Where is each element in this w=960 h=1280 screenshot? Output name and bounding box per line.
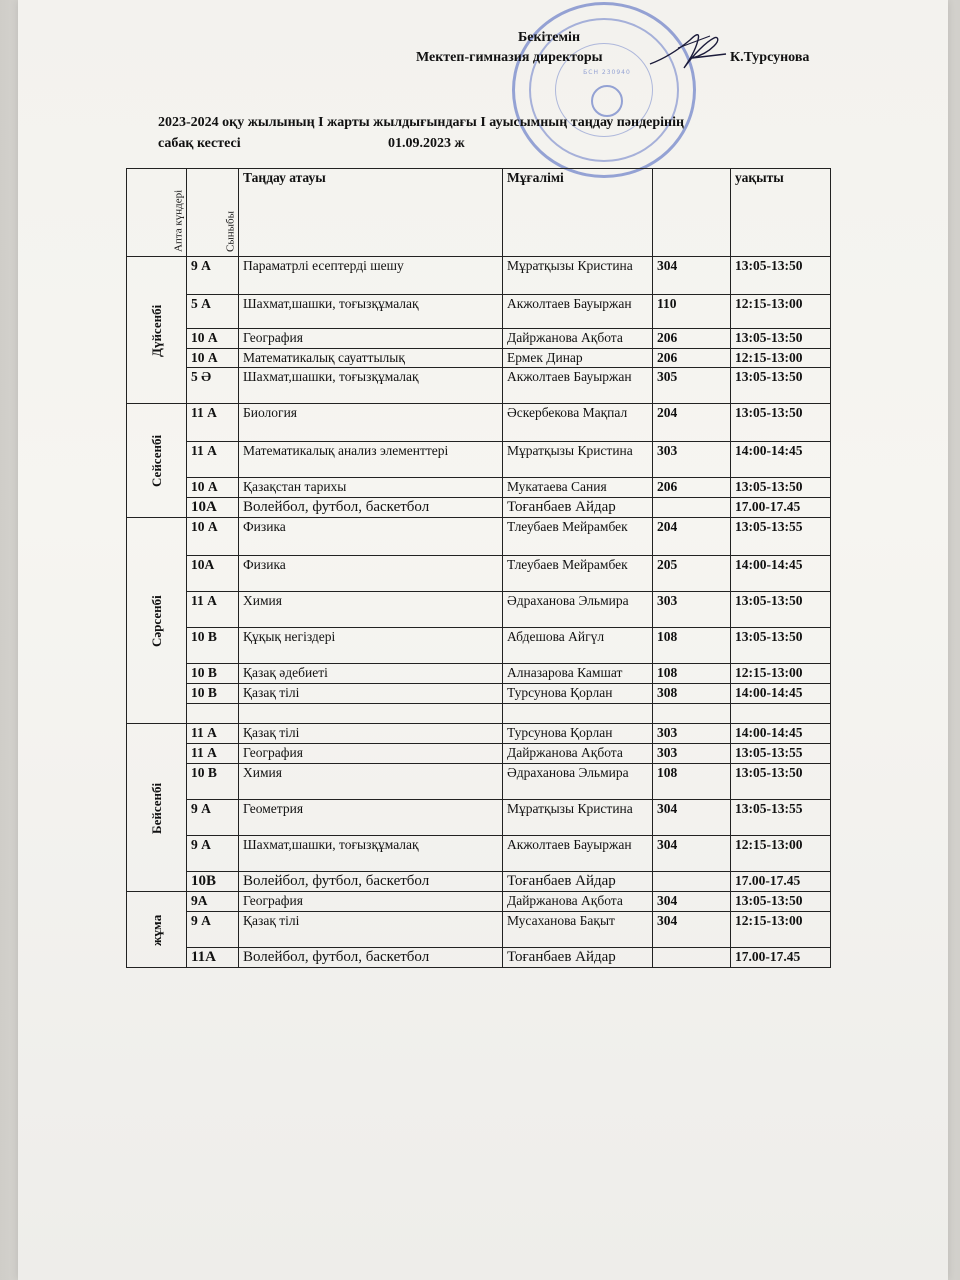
teacher-cell: Дайржанова Ақбота xyxy=(503,892,653,912)
room-cell: 305 xyxy=(653,368,731,404)
day-cell-fri: жұма xyxy=(127,892,187,968)
table-row xyxy=(127,295,831,329)
subject-cell: Қазақ тілі xyxy=(239,724,503,744)
room-cell: 205 xyxy=(653,556,731,592)
subject-cell: Биология xyxy=(239,404,503,442)
subject-cell: Қазақ тілі xyxy=(239,684,503,704)
subject-cell: Қазақ тілі xyxy=(239,912,503,948)
teacher-cell: Мукатаева Сания xyxy=(503,478,653,498)
teacher-cell: Абдешова Айгүл xyxy=(503,628,653,664)
subject-cell: География xyxy=(239,744,503,764)
room-cell: 206 xyxy=(653,478,731,498)
table-row xyxy=(127,442,831,478)
document-subtitle: сабақ кестесі xyxy=(158,136,241,151)
table-row xyxy=(127,368,831,404)
table-row xyxy=(127,664,831,684)
day-cell-thu: Бейсенбі xyxy=(127,724,187,892)
class-cell: 10А xyxy=(187,498,239,518)
subject-cell: Химия xyxy=(239,764,503,800)
signature-icon xyxy=(648,28,728,78)
time-cell: 13:05-13:50 xyxy=(731,329,831,349)
director-name: К.Турсунова xyxy=(730,50,810,65)
table-row xyxy=(127,724,831,744)
class-cell: 9 А xyxy=(187,800,239,836)
time-cell: 14:00-14:45 xyxy=(731,442,831,478)
teacher-cell: Мұратқызы Кристина xyxy=(503,442,653,478)
header-time: уақыты xyxy=(731,169,831,257)
teacher-cell: Тоғанбаев Айдар xyxy=(503,948,653,968)
subject-cell: География xyxy=(239,329,503,349)
header-class: Сыныбы xyxy=(187,169,239,257)
time-cell: 13:05-13:50 xyxy=(731,478,831,498)
subject-cell: Химия xyxy=(239,592,503,628)
room-cell: 308 xyxy=(653,684,731,704)
room-cell: 304 xyxy=(653,836,731,872)
class-cell: 10 В xyxy=(187,684,239,704)
table-row xyxy=(127,704,831,724)
time-cell: 13:05-13:50 xyxy=(731,404,831,442)
time-cell: 14:00-14:45 xyxy=(731,556,831,592)
approve-label: Бекітемін xyxy=(518,30,581,45)
time-cell: 12:15-13:00 xyxy=(731,836,831,872)
class-cell: 10А xyxy=(187,556,239,592)
time-cell: 14:00-14:45 xyxy=(731,724,831,744)
stamp-text: БСН 230940 xyxy=(583,69,631,76)
table-row xyxy=(127,764,831,800)
teacher-cell: Тоғанбаев Айдар xyxy=(503,498,653,518)
document-title: 2023-2024 оқу жылының І жарты жылдығындағы І ауысымның таңдау пәндерінің xyxy=(158,115,685,130)
empty-cell xyxy=(239,704,503,724)
time-cell: 13:05-13:55 xyxy=(731,800,831,836)
empty-cell xyxy=(187,704,239,724)
subject-cell: Параматрлі есептерді шешу xyxy=(239,257,503,295)
time-cell: 12:15-13:00 xyxy=(731,664,831,684)
class-cell: 11 А xyxy=(187,592,239,628)
schedule-table xyxy=(126,168,831,968)
teacher-cell: Тлеубаев Мейрамбек xyxy=(503,518,653,556)
teacher-cell: Тоғанбаев Айдар xyxy=(503,872,653,892)
class-cell: 10 А xyxy=(187,349,239,368)
subject-cell: Геометрия xyxy=(239,800,503,836)
class-cell: 10В xyxy=(187,872,239,892)
room-cell: 304 xyxy=(653,800,731,836)
header-subject: Таңдау атауы xyxy=(239,169,503,257)
table-row xyxy=(127,872,831,892)
teacher-cell: Ермек Динар xyxy=(503,349,653,368)
teacher-cell: Тлеубаев Мейрамбек xyxy=(503,556,653,592)
empty-cell xyxy=(731,704,831,724)
subject-cell: Шахмат,шашки, тоғызқұмалақ xyxy=(239,295,503,329)
subject-cell: Математикалық анализ элементтері xyxy=(239,442,503,478)
room-cell: 204 xyxy=(653,518,731,556)
teacher-cell: Алназарова Камшат xyxy=(503,664,653,684)
class-cell: 10 В xyxy=(187,764,239,800)
document-date: 01.09.2023 ж xyxy=(388,136,465,151)
class-cell: 9А xyxy=(187,892,239,912)
class-cell: 9 А xyxy=(187,257,239,295)
subject-cell: Физика xyxy=(239,556,503,592)
class-cell: 9 А xyxy=(187,836,239,872)
room-cell: 303 xyxy=(653,592,731,628)
room-cell: 303 xyxy=(653,744,731,764)
table-row xyxy=(127,478,831,498)
header-room xyxy=(653,169,731,257)
subject-cell: Қазақстан тарихы xyxy=(239,478,503,498)
subject-cell: Құқық негіздері xyxy=(239,628,503,664)
table-header-row xyxy=(127,169,831,257)
table-row xyxy=(127,628,831,664)
teacher-cell: Акжолтаев Бауыржан xyxy=(503,295,653,329)
table-row xyxy=(127,912,831,948)
table-row xyxy=(127,404,831,442)
subject-cell: География xyxy=(239,892,503,912)
class-cell: 10 А xyxy=(187,518,239,556)
room-cell: 303 xyxy=(653,442,731,478)
time-cell: 14:00-14:45 xyxy=(731,684,831,704)
time-cell: 13:05-13:50 xyxy=(731,368,831,404)
day-cell-wed: Сәрсенбі xyxy=(127,518,187,724)
time-cell: 13:05-13:55 xyxy=(731,744,831,764)
time-cell: 17.00-17.45 xyxy=(731,948,831,968)
subject-cell: Шахмат,шашки, тоғызқұмалақ xyxy=(239,836,503,872)
time-cell: 13:05-13:55 xyxy=(731,518,831,556)
class-cell: 11 А xyxy=(187,724,239,744)
table-row xyxy=(127,257,831,295)
subject-cell: Шахмат,шашки, тоғызқұмалақ xyxy=(239,368,503,404)
teacher-cell: Акжолтаев Бауыржан xyxy=(503,836,653,872)
teacher-cell: Акжолтаев Бауыржан xyxy=(503,368,653,404)
table-row xyxy=(127,556,831,592)
table-row xyxy=(127,836,831,872)
room-cell: 204 xyxy=(653,404,731,442)
room-cell: 206 xyxy=(653,349,731,368)
table-row xyxy=(127,349,831,368)
table-row xyxy=(127,892,831,912)
teacher-cell: Дайржанова Ақбота xyxy=(503,744,653,764)
class-cell: 11А xyxy=(187,948,239,968)
room-cell: 304 xyxy=(653,912,731,948)
teacher-cell: Дайржанова Ақбота xyxy=(503,329,653,349)
class-cell: 11 А xyxy=(187,442,239,478)
class-cell: 5 А xyxy=(187,295,239,329)
class-cell: 11 А xyxy=(187,744,239,764)
teacher-cell: Мұратқызы Кристина xyxy=(503,257,653,295)
teacher-cell: Мұратқызы Кристина xyxy=(503,800,653,836)
class-cell: 9 А xyxy=(187,912,239,948)
teacher-cell: Турсунова Қорлан xyxy=(503,724,653,744)
class-cell: 10 В xyxy=(187,628,239,664)
room-cell: 108 xyxy=(653,664,731,684)
table-row xyxy=(127,948,831,968)
subject-cell: Физика xyxy=(239,518,503,556)
teacher-cell: Әскербекова Мақпал xyxy=(503,404,653,442)
class-cell: 11 А xyxy=(187,404,239,442)
director-label: Мектеп-гимназия директоры xyxy=(416,50,603,65)
teacher-cell: Әдраханова Эльмира xyxy=(503,764,653,800)
table-row xyxy=(127,329,831,349)
subject-cell: Математикалық сауаттылық xyxy=(239,349,503,368)
room-cell: 303 xyxy=(653,724,731,744)
subject-cell: Волейбол, футбол, баскетбол xyxy=(239,872,503,892)
time-cell: 13:05-13:50 xyxy=(731,892,831,912)
table-row xyxy=(127,592,831,628)
subject-cell: Волейбол, футбол, баскетбол xyxy=(239,948,503,968)
time-cell: 13:05-13:50 xyxy=(731,257,831,295)
day-cell-tue: Сейсенбі xyxy=(127,404,187,518)
time-cell: 17.00-17.45 xyxy=(731,872,831,892)
header-day: Апта күндері xyxy=(127,169,187,257)
empty-cell xyxy=(503,704,653,724)
class-cell: 5 Ә xyxy=(187,368,239,404)
day-cell-mon: Дүйсенбі xyxy=(127,257,187,404)
teacher-cell: Турсунова Қорлан xyxy=(503,684,653,704)
room-cell: 108 xyxy=(653,628,731,664)
class-cell: 10 В xyxy=(187,664,239,684)
room-cell: 206 xyxy=(653,329,731,349)
time-cell: 13:05-13:50 xyxy=(731,628,831,664)
teacher-cell: Әдраханова Эльмира xyxy=(503,592,653,628)
time-cell: 17.00-17.45 xyxy=(731,498,831,518)
time-cell: 13:05-13:50 xyxy=(731,592,831,628)
table-row xyxy=(127,684,831,704)
time-cell: 12:15-13:00 xyxy=(731,295,831,329)
room-cell: 304 xyxy=(653,892,731,912)
time-cell: 12:15-13:00 xyxy=(731,912,831,948)
table-row xyxy=(127,498,831,518)
table-row xyxy=(127,518,831,556)
subject-cell: Қазақ әдебиеті xyxy=(239,664,503,684)
room-cell: 108 xyxy=(653,764,731,800)
class-cell: 10 А xyxy=(187,478,239,498)
table-row xyxy=(127,800,831,836)
teacher-cell: Мусаханова Бақыт xyxy=(503,912,653,948)
room-cell xyxy=(653,872,731,892)
room-cell: 304 xyxy=(653,257,731,295)
table-row xyxy=(127,744,831,764)
time-cell: 13:05-13:50 xyxy=(731,764,831,800)
empty-cell xyxy=(653,704,731,724)
room-cell: 110 xyxy=(653,295,731,329)
header-teacher: Мұғалімі xyxy=(503,169,653,257)
class-cell: 10 А xyxy=(187,329,239,349)
subject-cell: Волейбол, футбол, баскетбол xyxy=(239,498,503,518)
time-cell: 12:15-13:00 xyxy=(731,349,831,368)
room-cell xyxy=(653,498,731,518)
room-cell xyxy=(653,948,731,968)
